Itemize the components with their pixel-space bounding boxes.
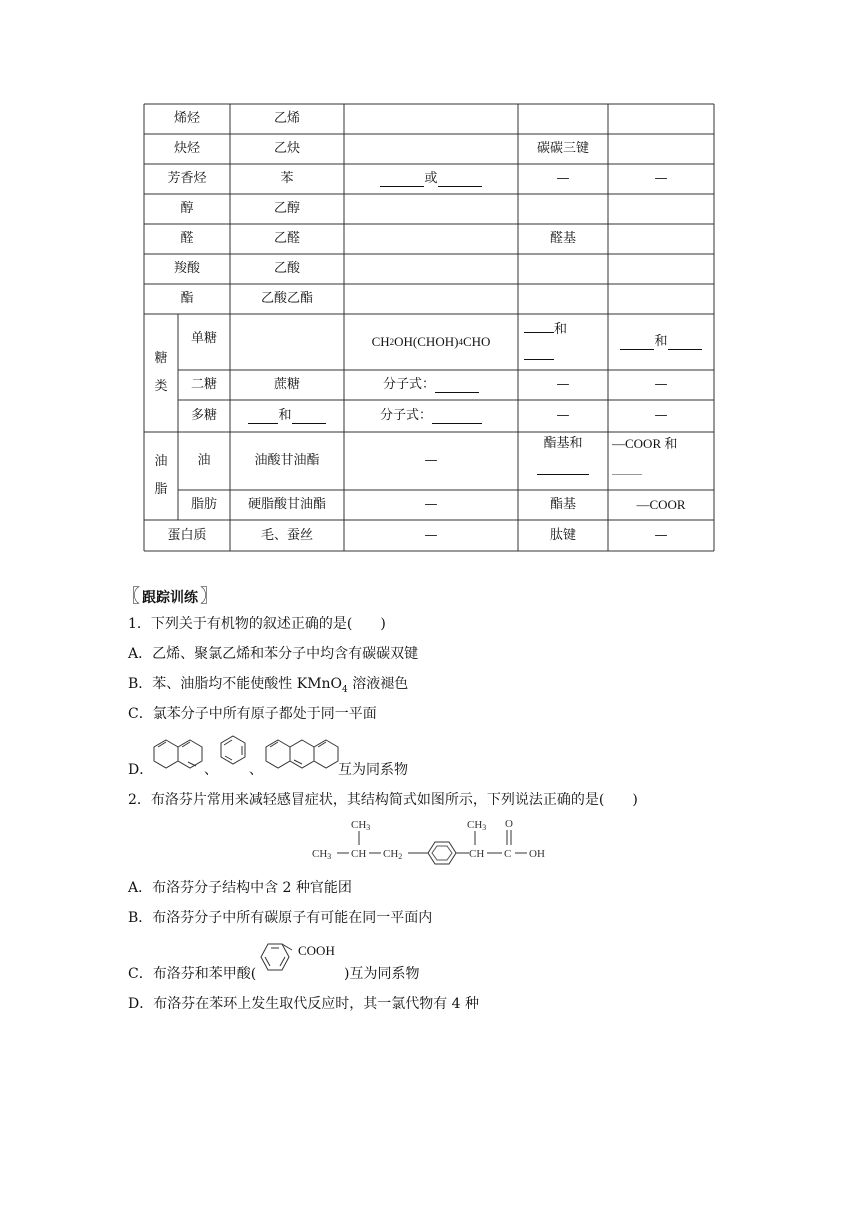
fill-blank — [524, 345, 554, 360]
cell-category: 羧酸 — [173, 261, 200, 276]
cell-formula-blank — [344, 370, 518, 400]
cell-subcategory: 单糖 — [190, 331, 217, 346]
section-title — [122, 582, 218, 608]
connector-text: 和 — [554, 322, 568, 337]
cell-dash: — — [424, 497, 438, 512]
anthracene-icon — [266, 740, 338, 768]
fill-blank — [380, 172, 424, 187]
cell-structure-blank — [344, 164, 518, 194]
ibuprofen-structure — [305, 815, 565, 867]
cell-category: 烯烃 — [173, 111, 200, 126]
cell-example: 乙烯 — [273, 111, 300, 126]
section-title-text: 跟踪训练 — [142, 590, 198, 606]
cell-example: 苯 — [280, 171, 294, 186]
bracket-close-icon: 〗 — [200, 586, 218, 607]
cell-example: 乙酸 — [273, 261, 300, 276]
cell-category: 醇 — [180, 201, 194, 216]
option-c: C．氯苯分子中所有原子都处于同一平面 — [128, 706, 377, 722]
connector-text: 和 — [654, 334, 668, 349]
cell-example: 乙醛 — [273, 231, 300, 246]
cell-category: 芳香烃 — [167, 171, 207, 186]
cell-subcategory: 二糖 — [190, 377, 217, 392]
cell-example: 乙酸乙酯 — [260, 291, 313, 306]
cell-functional-group: 碳碳三键 — [536, 141, 589, 156]
methylene-label: CH2 — [383, 848, 403, 861]
naphthalene-icon — [154, 740, 202, 768]
cell-dash: — — [424, 527, 438, 543]
formula-part: CHO — [462, 334, 491, 349]
fill-blank — [537, 460, 589, 475]
question-stem: 2．布洛芬片常用来减轻感冒症状，其结构简式如图所示，下列说法正确的是( ) — [128, 792, 638, 808]
group-char: 油 — [154, 454, 168, 469]
carbon-label: C — [504, 848, 512, 860]
cell-dash: — — [424, 453, 438, 468]
oxygen-label: O — [505, 818, 513, 830]
fill-blank — [432, 409, 482, 424]
cell-functional-group: 醛基 — [549, 231, 576, 246]
fill-blank — [612, 460, 642, 475]
cell-mono-blanks — [524, 318, 606, 366]
methyl-label: CH3 — [351, 819, 371, 832]
cooh-label: COOH — [298, 943, 335, 958]
cell-dash: — — [654, 171, 668, 186]
fill-blank — [438, 172, 482, 187]
cell-mono-blanks-2 — [608, 314, 714, 370]
fill-blank — [248, 409, 278, 424]
option-text: 溶液褪色 — [347, 676, 409, 692]
formula-part: OH(CHOH) — [394, 334, 459, 349]
group-text: 酯基和 — [543, 436, 583, 451]
separator: 、 — [204, 762, 218, 778]
cell-example: 蔗糖 — [273, 377, 300, 392]
cell-example: 硬脂酸甘油酯 — [247, 497, 326, 512]
methine-label: CH — [469, 848, 485, 860]
fill-blank — [668, 335, 702, 350]
cell-dash: — — [556, 171, 570, 186]
cell-dash: — — [556, 377, 570, 392]
cell-oil-group — [518, 434, 608, 482]
cell-example: 乙醇 — [273, 201, 300, 216]
cell-category: 蛋白质 — [167, 527, 207, 543]
option-a: A．乙烯、聚氯乙烯和苯分子中均含有碳碳双键 — [128, 646, 419, 662]
cell-subcategory: 油 — [197, 453, 211, 468]
cell-category: 炔烃 — [173, 141, 200, 156]
group-char: 脂 — [154, 482, 168, 497]
fill-blank — [620, 335, 654, 350]
formula-sub: 2 — [389, 337, 395, 347]
cell-category: 酯 — [180, 291, 194, 306]
fill-blank — [524, 318, 554, 333]
option-b: B．布洛芬分子中所有碳原子有可能在同一平面内 — [128, 910, 433, 926]
cell-subcategory: 多糖 — [190, 408, 217, 423]
group-fat — [144, 432, 178, 520]
cell-formula — [344, 314, 518, 370]
cell-dash: — — [654, 408, 668, 423]
option-d: D．布洛芬在苯环上发生取代反应时，其一氯代物有 4 种 — [128, 996, 480, 1012]
option-sub: 4 — [342, 684, 348, 695]
methine-label: CH — [351, 848, 367, 860]
benzene-icon — [221, 736, 245, 764]
option-b — [128, 674, 408, 700]
cell-subcategory: 脂肪 — [190, 497, 217, 512]
group-char: 类 — [154, 379, 168, 394]
formula-part: CH — [371, 334, 390, 349]
cell-dash: — — [556, 408, 570, 423]
formula-label: 分子式： — [379, 408, 432, 423]
separator: 、 — [249, 762, 263, 778]
option-d-prefix: D． — [128, 762, 154, 778]
cell-example: 毛、蚕丝 — [260, 527, 313, 543]
option-c-prefix: C．布洛芬和苯甲酸( — [128, 966, 257, 982]
option-c-suffix: )互为同系物 — [344, 966, 420, 982]
cell-category: 醛 — [180, 231, 194, 246]
cell-example: 乙炔 — [273, 141, 300, 156]
formula-label: 分子式： — [382, 377, 435, 392]
cell-functional-group: 酯基 — [549, 497, 576, 512]
group-char: 糖 — [154, 351, 168, 366]
option-d-structures — [150, 730, 340, 780]
cell-formula-blank — [344, 400, 518, 432]
group-sugar — [144, 314, 178, 432]
question-stem: 1．下列关于有机物的叙述正确的是( ) — [128, 616, 386, 632]
connector-text: 或 — [424, 171, 438, 186]
bracket-open-icon: 〖 — [122, 586, 140, 607]
cell-dash: — — [654, 527, 668, 543]
group-text: —COOR 和 — [612, 436, 678, 451]
cell-functional-group: 肽键 — [549, 527, 576, 543]
option-d-suffix: 互为同系物 — [338, 762, 408, 778]
fill-blank — [435, 378, 479, 393]
option-a: A．布洛芬分子结构中含 2 种官能团 — [128, 880, 352, 896]
methyl-label: CH3 — [467, 819, 487, 832]
cell-oil-structure — [612, 434, 712, 481]
cell-example-blank — [230, 400, 344, 432]
hydroxyl-label: OH — [529, 848, 545, 860]
cell-structure: —COOR — [636, 497, 686, 512]
cell-dash: — — [654, 377, 668, 392]
formula-sub: 4 — [458, 337, 463, 347]
option-text: B．苯、油脂均不能使酸性 KMnO — [128, 676, 343, 692]
connector-text: 和 — [278, 408, 292, 423]
methyl-label: CH3 — [312, 848, 332, 861]
cell-example: 油酸甘油酯 — [254, 453, 320, 468]
fill-blank — [292, 409, 326, 424]
